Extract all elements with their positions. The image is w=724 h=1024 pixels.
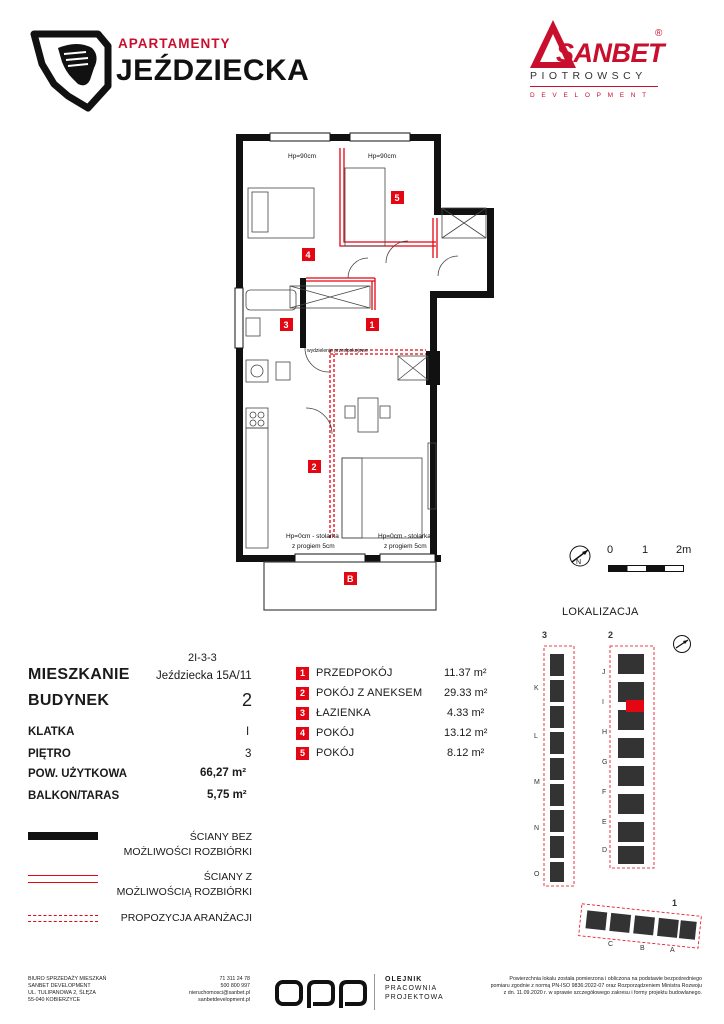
opp-logo-icon xyxy=(275,974,367,1008)
legend-fixed-walls-1: ŚCIANY BEZ xyxy=(189,831,252,843)
room-name: ŁAZIENKA xyxy=(316,707,371,719)
room-num: 1 xyxy=(296,667,309,680)
legend-fixed-walls xyxy=(110,830,252,860)
room-num: 3 xyxy=(296,707,309,720)
architect-name xyxy=(385,975,444,1002)
architect-1: OLEJNIK xyxy=(385,976,423,983)
footer-note xyxy=(450,976,702,997)
developer-divider xyxy=(530,86,658,87)
balkon-label: BALKON/TARAS xyxy=(28,790,120,802)
pow-value: 66,27 m² xyxy=(200,767,247,779)
svg-text:3: 3 xyxy=(283,320,289,330)
horse-shield-icon xyxy=(28,26,114,112)
svg-text:L: L xyxy=(534,733,538,740)
room-list xyxy=(296,667,506,763)
developer-sub: PIOTROWSCY xyxy=(530,70,647,82)
mieszkanie-label: MIESZKANIE xyxy=(28,666,130,683)
location-title: LOKALIZACJA xyxy=(562,606,639,618)
budynek-value: 2 xyxy=(242,690,253,710)
footer-office-3: UL. TULIPANOWA 2, ŚLĘZA xyxy=(28,990,96,996)
project-logo xyxy=(28,26,114,112)
legend-removable-wall-swatch xyxy=(28,875,98,883)
svg-text:2: 2 xyxy=(311,462,317,472)
footer-office xyxy=(28,976,148,1004)
developer-dev: DEVELOPMENT xyxy=(530,92,653,99)
legend-removable-walls-2: MOŻLIWOŚCIĄ ROZBIÓRKI xyxy=(116,886,252,898)
room-num: 5 xyxy=(296,747,309,760)
room-badge-3 xyxy=(280,318,293,331)
footer-email[interactable]: nieruchomosci@sanbet.pl xyxy=(188,990,250,996)
pietro-value: 3 xyxy=(245,748,252,760)
scale-bar xyxy=(608,559,684,566)
room-area: 11.37 m² xyxy=(444,667,487,679)
room-badge-4 xyxy=(302,248,315,261)
room-num: 2 xyxy=(296,687,309,700)
room-name: POKÓJ xyxy=(316,747,355,759)
svg-text:D: D xyxy=(602,847,608,854)
footer-note-1: Powierzchnia lokalu została pomierzona i obliczona na podstawie bezpośredniego xyxy=(509,976,702,982)
svg-text:J: J xyxy=(602,669,606,676)
opp-logo xyxy=(275,974,367,1008)
plan-label-stolarka-right-2: z progiem 5cm xyxy=(384,543,427,550)
plan-label-hp1: Hp=90cm xyxy=(288,153,316,160)
footer-phone-2: 500 800 997 xyxy=(220,983,250,989)
mieszkanie-value: Jeździecka 15A/11 xyxy=(156,670,252,682)
building-label-3: 3 xyxy=(542,630,548,640)
room-area: 4.33 m² xyxy=(447,707,485,719)
plan-label-stolarka-right-1: Hp=0cm - stolarka xyxy=(378,533,431,540)
footer-office-4: 55-040 KOBIERZYCE xyxy=(28,997,81,1003)
plan-label-stolarka-left-1: Hp=0cm - stolarka xyxy=(286,533,339,540)
footer-web[interactable]: sanbetdevelopment.pl xyxy=(198,997,250,1003)
pietro-label: PIĘTRO xyxy=(28,748,71,760)
svg-text:M: M xyxy=(534,779,540,786)
legend-proposal-swatch xyxy=(28,915,98,922)
svg-text:B: B xyxy=(640,945,645,952)
architect-3: PROJEKTOWA xyxy=(385,994,444,1001)
developer-name: SANBET xyxy=(556,38,665,68)
room-badge-2 xyxy=(308,460,321,473)
building-label-2: 2 xyxy=(608,630,614,640)
klatka-label: KLATKA xyxy=(28,726,75,738)
room-name: PRZEDPOKÓJ xyxy=(316,667,393,679)
room-num: 4 xyxy=(296,727,309,740)
svg-text:H: H xyxy=(602,729,608,736)
building-label-1: 1 xyxy=(672,898,678,908)
svg-text:E: E xyxy=(602,819,607,826)
svg-text:G: G xyxy=(602,759,608,766)
footer-divider xyxy=(374,974,375,1010)
legend-fixed-wall-swatch xyxy=(28,832,98,840)
footer-phone-1: 71 311 24 78 xyxy=(219,976,250,982)
brand-apartamenty: APARTAMENTY xyxy=(118,36,231,51)
footer-office-2: SANBET DEVELOPMENT xyxy=(28,983,91,989)
room-name: POKÓJ xyxy=(316,727,355,739)
svg-text:N: N xyxy=(576,559,582,566)
plan-label-stolarka-left-2: z progiem 5cm xyxy=(292,543,335,550)
footer-contact xyxy=(150,976,250,1004)
svg-text:K: K xyxy=(534,685,539,692)
svg-text:5: 5 xyxy=(394,193,400,203)
room-badge-5 xyxy=(391,191,404,204)
plan-label-wydzielenie: wydzielenie przedpokojowe xyxy=(307,348,368,354)
footer-note-3: z dn. 11.09.2020 r. w sprawie szczegółowego zakresu i formy projektu budowlanego. xyxy=(503,990,702,996)
scale-two: 2m xyxy=(676,544,692,556)
room-area: 13.12 m² xyxy=(444,727,488,739)
budynek-label: BUDYNEK xyxy=(28,692,110,709)
location-map xyxy=(520,624,710,954)
room-area: 8.12 m² xyxy=(447,747,485,759)
legend-fixed-walls-2: MOŻLIWOŚCI ROZBIÓRKI xyxy=(123,846,252,858)
registered-mark: ® xyxy=(655,28,663,39)
svg-text:O: O xyxy=(534,871,540,878)
klatka-value: I xyxy=(246,726,250,738)
architect-2: PRACOWNIA xyxy=(385,985,438,992)
svg-text:A: A xyxy=(670,947,675,954)
apartment-marker xyxy=(626,700,644,712)
balkon-value: 5,75 m² xyxy=(207,789,247,801)
room-area: 29.33 m² xyxy=(444,687,488,699)
footer-note-2: pomiaru zgodnie z normą PN-ISO 9836:2022-07 oraz Rozporządzeniem Ministra Rozwoju xyxy=(490,983,702,989)
pow-label: POW. UŻYTKOWA xyxy=(28,768,128,780)
floor-plan-drawing xyxy=(230,128,500,618)
svg-text:F: F xyxy=(602,789,607,796)
balcony-badge xyxy=(344,572,357,585)
svg-text:C: C xyxy=(608,941,614,948)
north-arrow-icon xyxy=(568,544,592,568)
scale-one: 1 xyxy=(642,544,649,556)
scale-zero: 0 xyxy=(607,544,614,556)
footer-office-1: BIURO SPRZEDAŻY MIESZKAŃ xyxy=(28,976,107,982)
svg-text:4: 4 xyxy=(305,250,311,260)
svg-text:N: N xyxy=(534,825,540,832)
legend-removable-walls-1: ŚCIANY Z xyxy=(203,871,252,883)
plan-label-hp2: Hp=90cm xyxy=(368,153,396,160)
floor-plan xyxy=(230,128,500,618)
legend-removable-walls xyxy=(110,870,252,900)
legend-proposal: PROPOZYCJA ARANŻACJI xyxy=(120,912,252,924)
room-badge-1 xyxy=(366,318,379,331)
room-name: POKÓJ Z ANEKSEM xyxy=(316,687,423,699)
svg-text:B: B xyxy=(347,574,354,584)
brand-jezdziecka: JEŹDZIECKA xyxy=(116,54,310,87)
svg-text:I: I xyxy=(602,699,604,706)
apartment-code: 2I-3-3 xyxy=(188,652,217,664)
svg-text:1: 1 xyxy=(369,320,375,330)
